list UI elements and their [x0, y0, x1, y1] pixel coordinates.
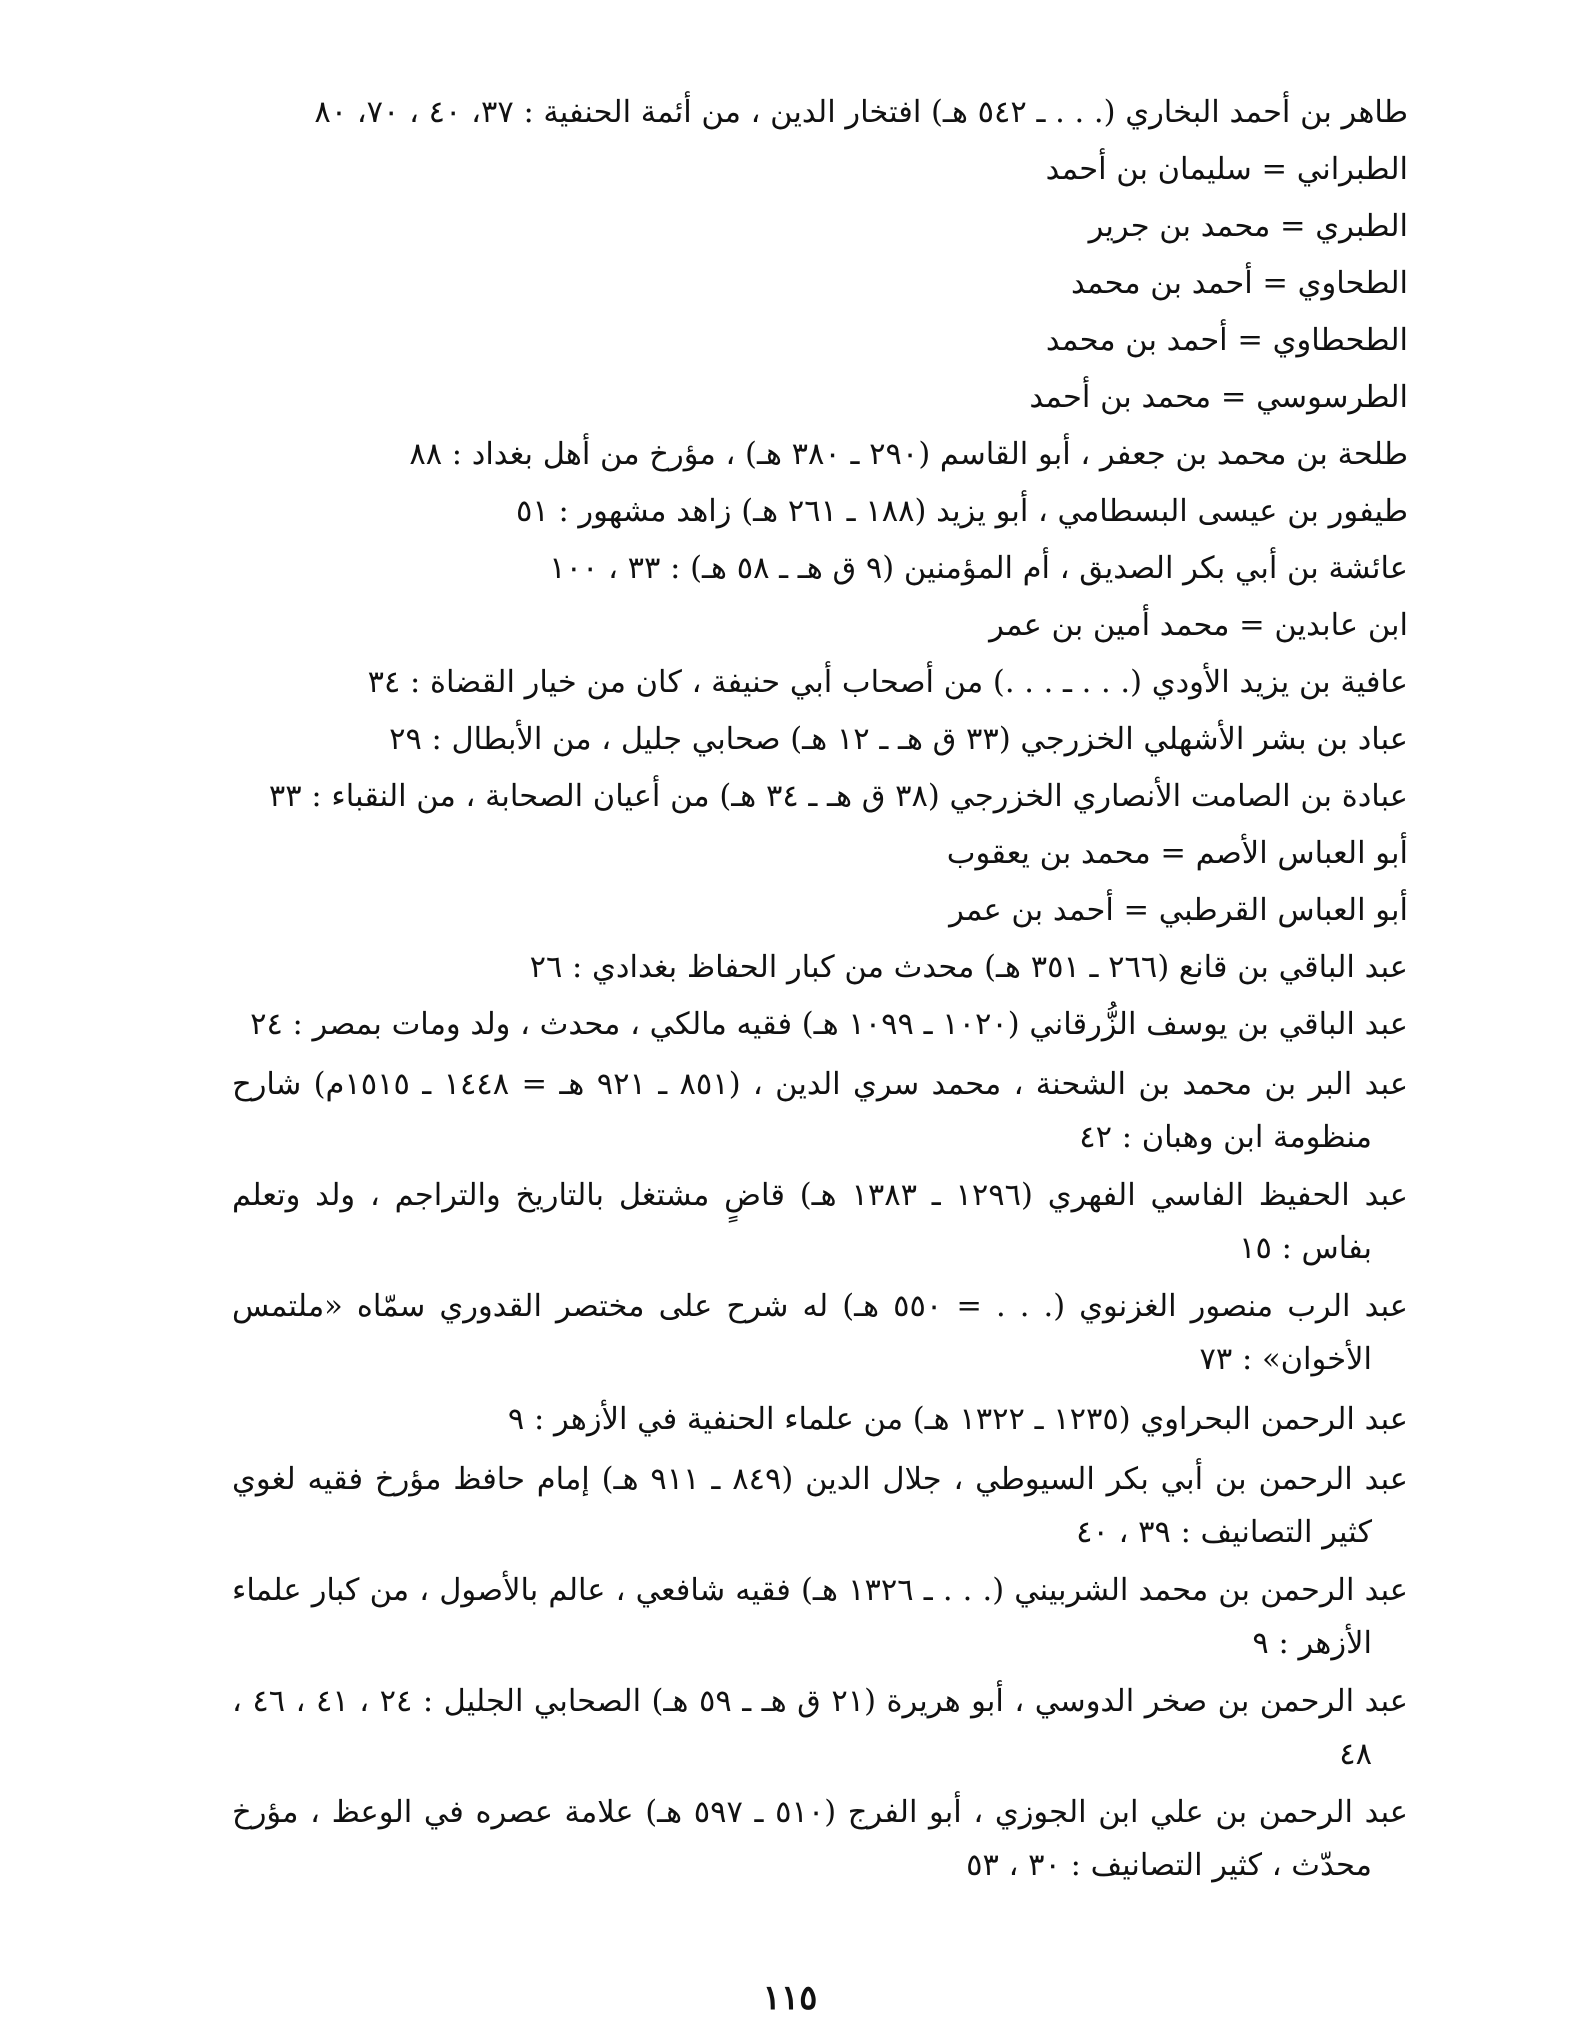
index-entry: عبد الرحمن البحراوي (١٢٣٥ ـ ١٣٢٢ هـ) من علماء الحنفية في الأزهر : ٩	[507, 1402, 1408, 1437]
index-entry: عبد الرحمن بن صخر الدوسي ، أبو هريرة (٢١ ق هـ ـ ٥٩ هـ) الصحابي الجليل : ٢٤ ، ٤١ ، ٤٦ ، ٤٨	[232, 1684, 1409, 1772]
index-entry: طلحة بن محمد بن جعفر ، أبو القاسم (٢٩٠ ـ ٣٨٠ هـ) ، مؤرخ من أهل بغداد : ٨٨	[409, 437, 1408, 472]
index-entry: عبد الرب منصور الغزنوي (. . . = ٥٥٠ هـ) له شرح على مختصر القدوري سمّاه «ملتمس الأخوان» : ٧٣	[232, 1289, 1408, 1377]
index-entry: أبو العباس الأصم = محمد بن يعقوب	[946, 836, 1408, 871]
index-entry: الطحاوي = أحمد بن محمد	[1070, 266, 1408, 301]
index-entry: عائشة بن أبي بكر الصديق ، أم المؤمنين (٩ ق هـ ـ ٥٨ هـ) : ٣٣ ، ١٠٠	[549, 551, 1408, 586]
index-entry: الطحطاوي = أحمد بن محمد	[1045, 323, 1408, 358]
index-entry: عبد الباقي بن قانع (٢٦٦ ـ ٣٥١ هـ) محدث من كبار الحفاظ بغدادي : ٢٦	[529, 950, 1408, 985]
index-entry: الطبراني = سليمان بن أحمد	[1045, 152, 1408, 187]
index-entry: عبادة بن الصامت الأنصاري الخزرجي (٣٨ ق هـ ـ ٣٤ هـ) من أعيان الصحابة ، من النقباء : ٣٣	[268, 779, 1408, 814]
index-entry: الطرسوسي = محمد بن أحمد	[1029, 380, 1408, 415]
index-entry: عبد الباقي بن يوسف الزُّرقاني (١٠٢٠ ـ ١٠٩٩ هـ) فقيه مالكي ، محدث ، ولد ومات بمصر : ٢٤	[250, 1007, 1408, 1042]
index-entries	[232, 84, 1408, 1897]
page-number: ١١٥	[762, 1978, 818, 2018]
index-entry: عافية بن يزيد الأودي (. . . ـ . . .) من أصحاب أبي حنيفة ، كان من خيار القضاة : ٣٤	[367, 665, 1408, 700]
index-entry: عبد البر بن محمد بن الشحنة ، محمد سري الدين ، (٨٥١ ـ ٩٢١ هـ = ١٤٤٨ ـ ١٥١٥م) شارح منظومة ابن وهبان : ٤٢	[232, 1067, 1409, 1155]
index-entry: طيفور بن عيسى البسطامي ، أبو يزيد (١٨٨ ـ ٢٦١ هـ) زاهد مشهور : ٥١	[516, 494, 1408, 529]
index-entry: عبد الرحمن بن محمد الشربيني (. . . ـ ١٣٢٦ هـ) فقيه شافعي ، عالم بالأصول ، من كبار علماء الأزهر : ٩	[232, 1573, 1408, 1661]
index-entry: عباد بن بشر الأشهلي الخزرجي (٣٣ ق هـ ـ ١٢ هـ) صحابي جليل ، من الأبطال : ٢٩	[389, 722, 1408, 757]
index-entry: الطبري = محمد بن جرير	[1088, 209, 1408, 244]
index-entry: عبد الرحمن بن علي ابن الجوزي ، أبو الفرج (٥١٠ ـ ٥٩٧ هـ) علامة عصره في الوعظ ، مؤرخ محدّث ، كثير التصانيف : ٣٠ ، ٥٣	[232, 1795, 1408, 1883]
index-entry: عبد الحفيظ الفاسي الفهري (١٢٩٦ ـ ١٣٨٣ هـ) قاضٍ مشتغل بالتاريخ والتراجم ، ولد وتعلم بفاس : ١٥	[232, 1178, 1408, 1266]
index-entry: ابن عابدين = محمد أمين بن عمر	[989, 608, 1408, 643]
index-entry: طاهر بن أحمد البخاري (. . . ـ ٥٤٢ هـ) افتخار الدين ، من أئمة الحنفية : ٣٧، ٤٠ ، ٧٠، ٨٠	[314, 95, 1408, 130]
index-entry: عبد الرحمن بن أبي بكر السيوطي ، جلال الدين (٨٤٩ ـ ٩١١ هـ) إمام حافظ مؤرخ فقيه لغوي كثير التصانيف : ٣٩ ، ٤٠	[232, 1462, 1409, 1550]
index-entry: أبو العباس القرطبي = أحمد بن عمر	[949, 893, 1408, 928]
